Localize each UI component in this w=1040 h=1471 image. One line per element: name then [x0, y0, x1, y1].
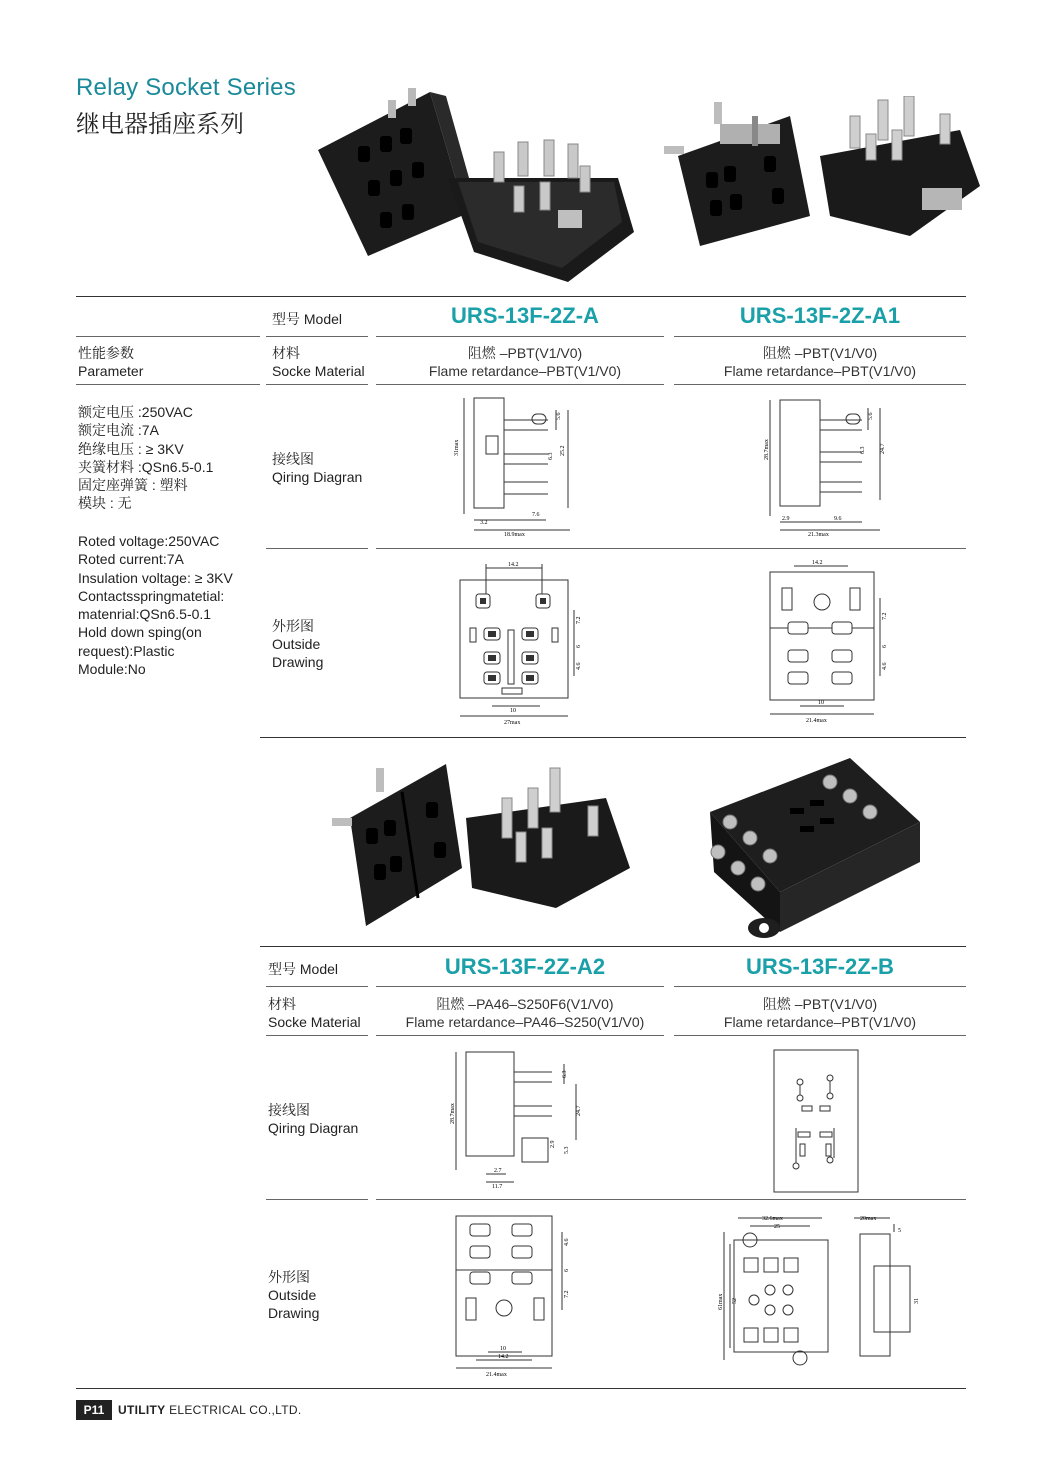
parameters-cn: 额定电压 :250VAC 额定电流 :7A 绝缘电压 : ≥ 3KV 夹簧材料 :QSn6.5-0.1 固定座弹簧 : 塑料 模块 : 无	[78, 404, 214, 512]
product-photo-b	[700, 752, 930, 942]
wiring-label-en: Qiring Diagran	[272, 469, 363, 485]
rule	[266, 336, 368, 337]
rule	[266, 1199, 368, 1200]
dim-label: 5.6	[556, 412, 562, 420]
dim-label: 6.3	[562, 1070, 568, 1078]
dim-label: 2.9	[550, 1140, 556, 1148]
company-name-bold: UTILITY	[118, 1403, 166, 1417]
dim-label: 2.9	[782, 516, 790, 522]
rule	[674, 1035, 966, 1036]
dim-label: 10	[500, 1346, 506, 1352]
dim-label: 2.7	[494, 1168, 502, 1174]
model-name-a2: URS-13F-2Z-A2	[444, 954, 606, 979]
material-a1-cn: 阻燃 –PBT(V1/V0)	[762, 345, 878, 361]
rule	[376, 986, 664, 987]
dim-label: 7.6	[532, 512, 540, 518]
dim-label: 10	[818, 700, 824, 706]
model-name-b: URS-13F-2Z-B	[746, 954, 894, 979]
dim-label: 28.7max	[450, 1103, 456, 1124]
dim-label: 6	[564, 1269, 570, 1272]
company-name-rest: ELECTRICAL CO.,LTD.	[165, 1403, 302, 1417]
product-photo-a	[318, 82, 648, 292]
outside-label-en: Outside	[272, 636, 321, 652]
dim-label: 10	[510, 708, 516, 714]
rule	[266, 1035, 368, 1036]
outside-drawing-a2	[452, 1212, 582, 1378]
dim-label: 14.2	[498, 1354, 509, 1360]
wiring-diagram-a1	[762, 390, 892, 540]
model-name-a: URS-13F-2Z-A	[451, 303, 599, 328]
material-label-cn-2: 材料	[268, 996, 296, 1012]
rule	[376, 336, 664, 337]
model-label: 型号 Model	[272, 311, 343, 327]
dim-label: 9.6	[834, 516, 842, 522]
material-label-en-2: Socke Material	[268, 1014, 361, 1030]
product-photo-a1	[660, 96, 990, 286]
table1-bottom-rule	[260, 737, 966, 738]
dim-label: 28.7max	[764, 439, 770, 460]
material-a2-en: Flame retardance–PA46–S250(V1/V0)	[405, 1014, 645, 1030]
table1-top-rule	[76, 296, 966, 297]
material-a-cn: 阻燃 –PBT(V1/V0)	[467, 345, 583, 361]
dim-label: 6	[882, 645, 888, 648]
footer-rule	[76, 1388, 966, 1389]
dim-label: 25	[774, 1224, 780, 1230]
rule	[376, 384, 664, 385]
parameters-en: Roted voltage:250VAC Roted current:7A Insulation voltage: ≥ 3KV Contactsspringmatetial: matenrial:QSn6.5-0.1 Hold down sping(on request):Plastic Module:No	[78, 533, 233, 678]
material-b-cn: 阻燃 –PBT(V1/V0)	[762, 996, 878, 1012]
dim-label: 7.2	[882, 612, 888, 620]
dim-label: 14.2	[812, 560, 823, 566]
wiring-label-en-2: Qiring Diagran	[268, 1120, 359, 1136]
dim-label: 6.3	[548, 452, 554, 460]
dim-label: 5.6	[868, 412, 874, 420]
dim-label: 11.7	[492, 1184, 503, 1190]
page-title-en: Relay Socket Series	[76, 74, 296, 101]
wiring-label-cn: 接线图	[272, 451, 314, 467]
outside-label-en2-2: Drawing	[268, 1305, 320, 1321]
wiring-diagram-a	[452, 390, 572, 540]
model-name-a1: URS-13F-2Z-A1	[739, 303, 901, 328]
dim-label: 52	[732, 1298, 738, 1304]
company-name	[118, 1403, 301, 1417]
rule	[266, 548, 368, 549]
dim-label: 6.3	[860, 446, 866, 454]
dim-label: 14.2	[508, 562, 519, 568]
dim-label: 7.2	[564, 1290, 570, 1298]
dim-label: 61max	[718, 1293, 724, 1310]
parameter-label-en: Parameter	[78, 363, 144, 379]
material-a-en: Flame retardance–PBT(V1/V0)	[428, 363, 622, 379]
dim-label: 20max	[860, 1216, 877, 1222]
material-a2-cn: 阻燃 –PA46–S250F6(V1/V0)	[436, 996, 614, 1012]
dim-label: 21.3max	[808, 532, 829, 538]
material-label-cn: 材料	[272, 345, 300, 361]
rule	[266, 384, 368, 385]
dim-label: 31max	[454, 439, 460, 456]
rule	[76, 336, 260, 337]
dim-label: 4.6	[576, 662, 582, 670]
rule	[376, 1199, 966, 1200]
wiring-diagram-b	[772, 1048, 860, 1194]
rule	[376, 548, 966, 549]
page-title-cn: 继电器插座系列	[76, 111, 244, 138]
dim-label: 24.7	[880, 443, 886, 454]
outside-label-cn: 外形图	[272, 618, 314, 634]
dim-label: 5	[898, 1228, 901, 1234]
outside-label-en2: Drawing	[272, 654, 324, 670]
dim-label: 25.2	[560, 445, 566, 456]
rule	[674, 384, 966, 385]
rule	[674, 336, 966, 337]
dim-label: 21.4max	[486, 1372, 507, 1378]
dim-label: 7.2	[576, 616, 582, 624]
dim-label: 3.2	[480, 520, 488, 526]
outside-drawing-a1	[764, 558, 894, 724]
dim-label: 27max	[504, 720, 521, 726]
wiring-diagram-a2	[446, 1044, 586, 1192]
dim-label: 21.4max	[806, 718, 827, 724]
table2-top-rule	[260, 946, 966, 947]
dim-label: 4.6	[882, 662, 888, 670]
outside-drawing-b	[714, 1210, 924, 1382]
dim-label: 32.6max	[762, 1216, 783, 1222]
product-photo-a2	[326, 758, 636, 928]
dim-label: 18.9max	[504, 532, 525, 538]
dim-label: 31	[914, 1298, 920, 1304]
rule	[376, 1035, 664, 1036]
outside-drawing-a	[456, 558, 586, 728]
parameter-label-cn: 性能参数	[78, 345, 134, 361]
rule	[674, 986, 966, 987]
dim-label: 24.7	[576, 1105, 582, 1116]
model-label-2: 型号 Model	[268, 961, 339, 977]
rule	[266, 986, 368, 987]
material-a1-en: Flame retardance–PBT(V1/V0)	[723, 363, 917, 379]
dim-label: 5.3	[564, 1146, 570, 1154]
outside-label-en-2: Outside	[268, 1287, 317, 1303]
outside-label-cn-2: 外形图	[268, 1269, 310, 1285]
rule	[76, 384, 260, 385]
page-number-badge: P11	[76, 1400, 112, 1420]
dim-label: 4.6	[564, 1238, 570, 1246]
material-label-en: Socke Material	[272, 363, 365, 379]
dim-label: 6	[576, 645, 582, 648]
wiring-label-cn-2: 接线图	[268, 1102, 310, 1118]
material-b-en: Flame retardance–PBT(V1/V0)	[723, 1014, 917, 1030]
